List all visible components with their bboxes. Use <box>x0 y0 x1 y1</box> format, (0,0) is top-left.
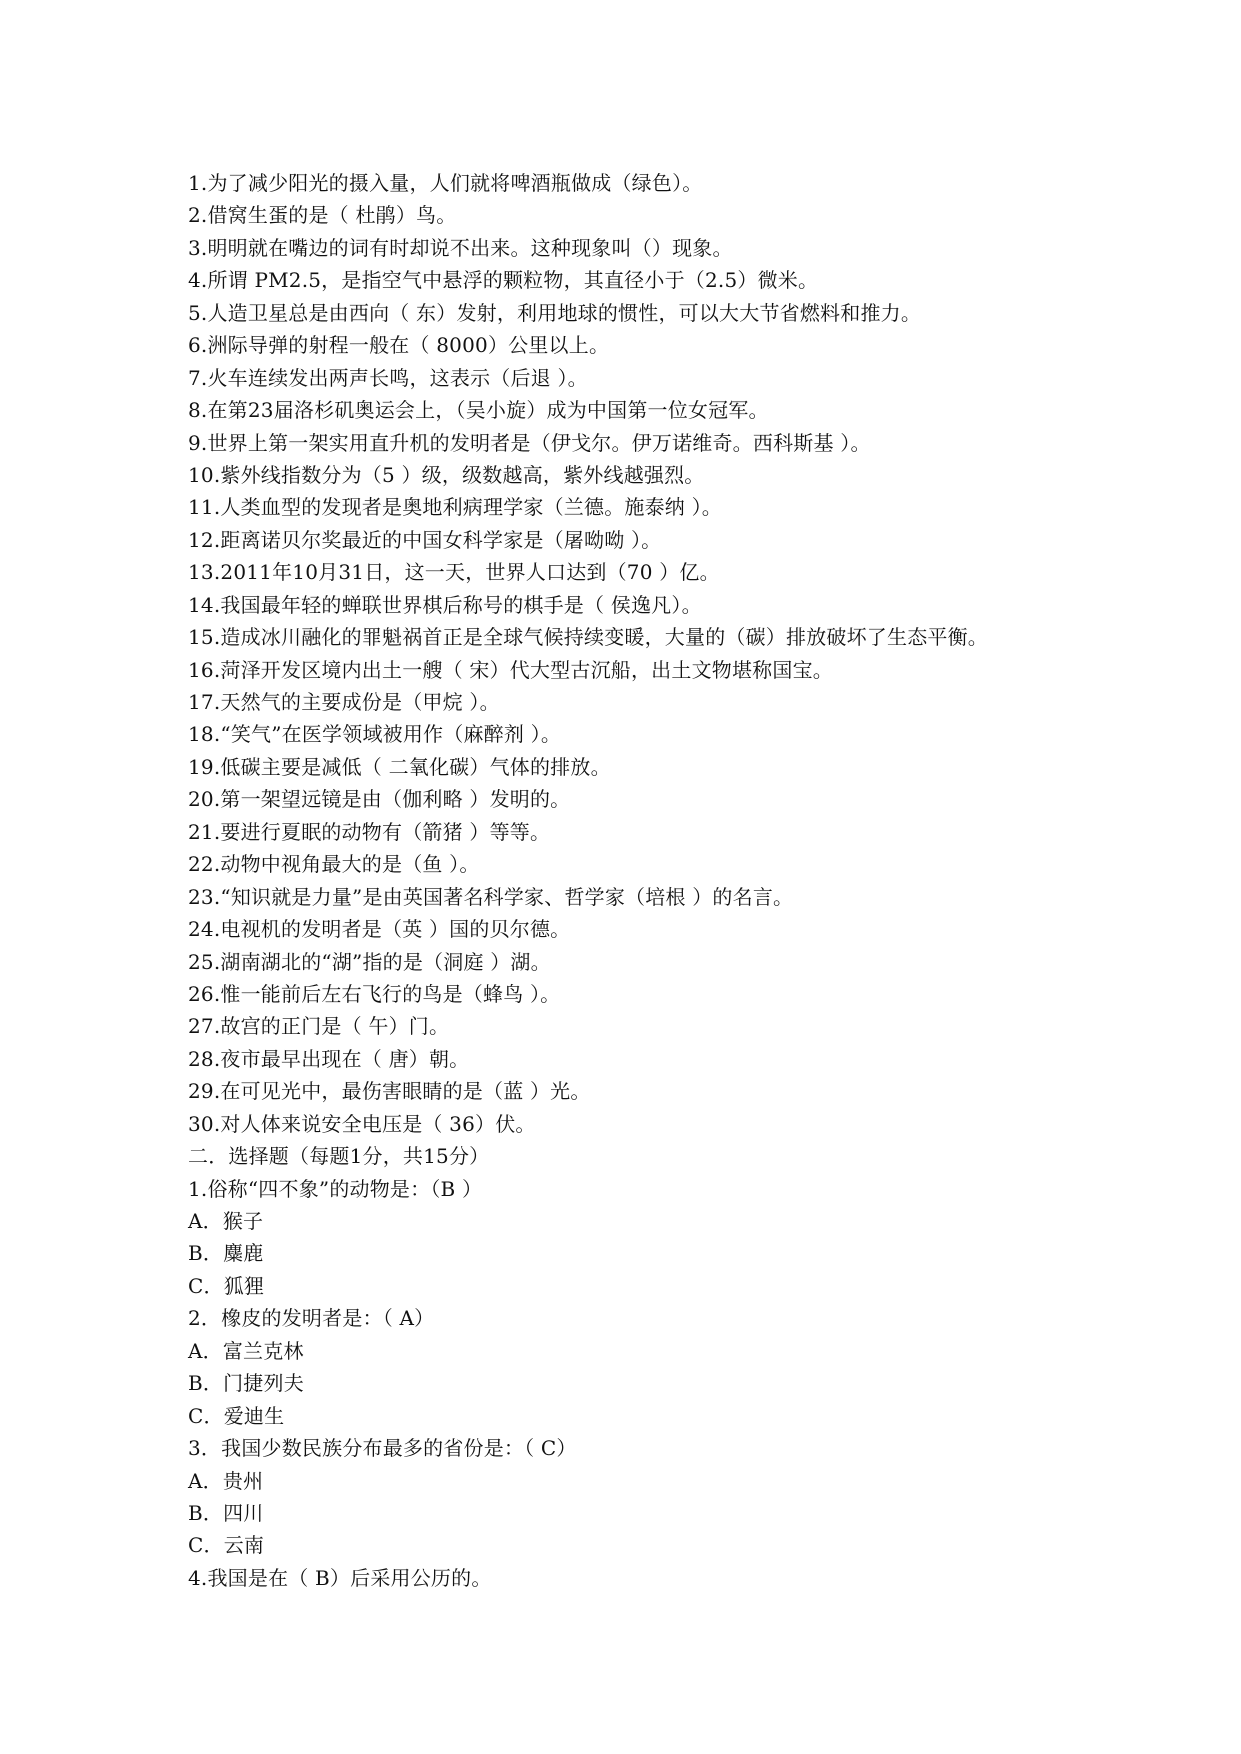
choice-question: 1.俗称“四不象”的动物是：（B ） <box>188 1176 483 1201</box>
fill-in-question: 19.低碳主要是减低（ 二氧化碳）气体的排放。 <box>188 754 611 779</box>
fill-in-question: 21.要进行夏眠的动物有（箭猪 ）等等。 <box>188 819 551 844</box>
fill-in-question: 23.“知识就是力量”是由英国著名科学家、哲学家（培根 ）的名言。 <box>188 884 794 909</box>
fill-in-question: 28.夜市最早出现在（ 唐）朝。 <box>188 1046 470 1071</box>
choice-question: 4.我国是在（ B）后采用公历的。 <box>188 1565 492 1590</box>
fill-in-section <box>188 167 1148 1140</box>
choice-option: B．四川 <box>188 1500 264 1525</box>
fill-in-question: 22.动物中视角最大的是（鱼 ）。 <box>188 852 480 877</box>
choice-option: C．云南 <box>188 1533 265 1558</box>
fill-in-question: 3.明明就在嘴边的词有时却说不出来。这种现象叫（）现象。 <box>188 235 733 260</box>
fill-in-question: 2.借窝生蛋的是（ 杜鹃）鸟。 <box>188 203 457 228</box>
fill-in-question: 24.电视机的发明者是（英 ）国的贝尔德。 <box>188 917 571 942</box>
fill-in-question: 26.惟一能前后左右飞行的鸟是（蜂鸟 ）。 <box>188 981 561 1006</box>
fill-in-question: 6.洲际导弹的射程一般在（ 8000）公里以上。 <box>188 333 610 358</box>
fill-in-question: 10.紫外线指数分为（5 ）级，级数越高，紫外线越强烈。 <box>188 462 705 487</box>
choice-question: 2．橡皮的发明者是：（ A） <box>188 1306 435 1331</box>
choice-option: C．狐狸 <box>188 1273 265 1298</box>
fill-in-question: 4.所谓 PM2.5，是指空气中悬浮的颗粒物，其直径小于（2.5）微米。 <box>188 268 819 293</box>
fill-in-question: 5.人造卫星总是由西向（ 东）发射，利用地球的惯性，可以大大节省燃料和推力。 <box>188 300 922 325</box>
fill-in-question: 7.火车连续发出两声长鸣，这表示（后退 ）。 <box>188 365 588 390</box>
choice-option: C．爱迪生 <box>188 1403 285 1428</box>
fill-in-question: 13.2011年10月31日，这一天，世界人口达到（70 ）亿。 <box>188 560 720 585</box>
choice-option: A．贵州 <box>188 1468 264 1493</box>
fill-in-question: 18.“笑气”在医学领域被用作（麻醉剂 ）。 <box>188 722 562 747</box>
fill-in-question: 15.造成冰川融化的罪魁祸首正是全球气候持续变暖，大量的（碳）排放破坏了生态平衡。 <box>188 625 989 650</box>
choice-option: A．猴子 <box>188 1209 264 1233</box>
choice-option: B．门捷列夫 <box>188 1371 304 1396</box>
fill-in-question: 1.为了减少阳光的摄入量，人们就将啤酒瓶做成（绿色）。 <box>188 171 703 195</box>
fill-in-question: 14.我国最年轻的蝉联世界棋后称号的棋手是（ 侯逸凡）。 <box>188 592 702 617</box>
fill-in-question: 20.第一架望远镜是由（伽利略 ）发明的。 <box>188 787 571 812</box>
fill-in-question: 11.人类血型的发现者是奥地利病理学家（兰德。施泰纳 ）。 <box>188 495 722 520</box>
choice-option: A．富兰克林 <box>188 1338 304 1363</box>
fill-in-question: 25.湖南湖北的“湖”指的是（洞庭 ）湖。 <box>188 949 551 974</box>
fill-in-question: 9.世界上第一架实用直升机的发明者是（伊戈尔。伊万诺维奇。西科斯基 ）。 <box>188 430 871 455</box>
document-body <box>188 167 1148 1594</box>
fill-in-question: 17.天然气的主要成份是（甲烷 ）。 <box>188 690 500 714</box>
choice-question: 3．我国少数民族分布最多的省份是：（ C） <box>188 1436 577 1461</box>
fill-in-question: 30.对人体来说安全电压是（ 36）伏。 <box>188 1111 536 1136</box>
section-heading: 二．选择题（每题1分，共15分） <box>188 1144 490 1169</box>
choice-option: B．麋鹿 <box>188 1241 264 1266</box>
fill-in-question: 12.距离诺贝尔奖最近的中国女科学家是（屠呦呦 ）。 <box>188 527 662 552</box>
fill-in-question: 29.在可见光中，最伤害眼睛的是（蓝 ）光。 <box>188 1079 591 1104</box>
choice-section <box>188 1173 1148 1595</box>
fill-in-question: 27.故宫的正门是（ 午）门。 <box>188 1014 450 1039</box>
fill-in-question: 8.在第23届洛杉矶奥运会上，（吴小旋）成为中国第一位女冠军。 <box>188 398 769 423</box>
fill-in-question: 16.菏泽开发区境内出土一艘（ 宋）代大型古沉船，出土文物堪称国宝。 <box>188 657 833 682</box>
